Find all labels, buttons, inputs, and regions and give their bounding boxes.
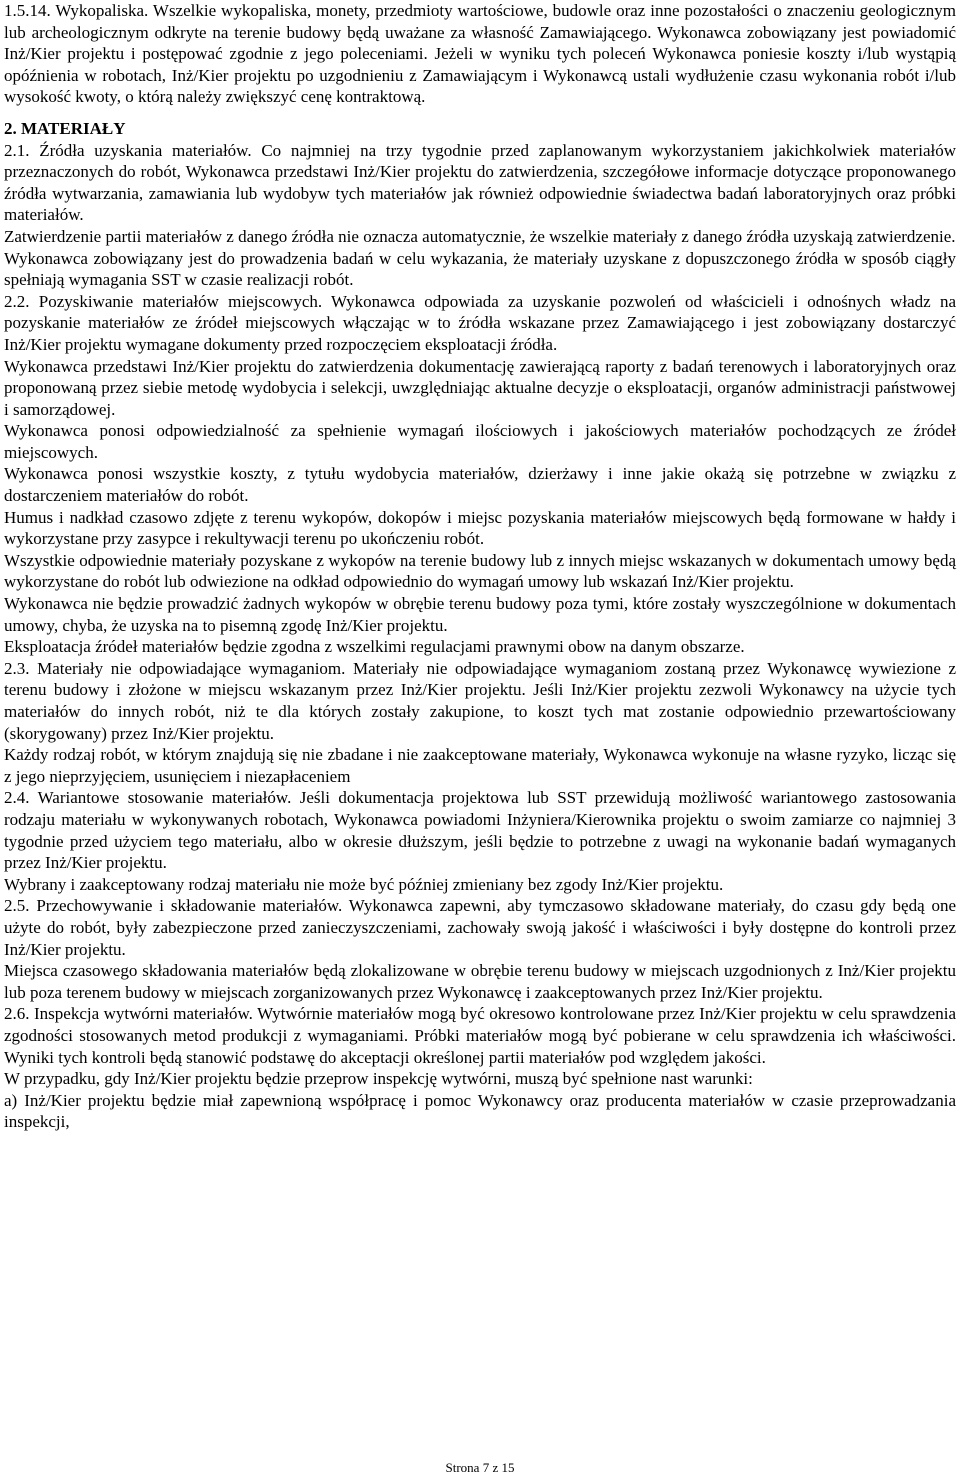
paragraph-dokumentacja-raporty: Wykonawca przedstawi Inż/Kier projektu do zatwierdzenia dokumentację zawierającą raporty z badań terenowych i laboratoryjnych oraz proponowaną przez siebie metodę wydobycia i selekcji, uwzględniając aktualne decyzje o eksploatacji, organów administracji państwowej i samorządowej.: [4, 356, 956, 419]
paragraph-miejsca-skladowania: Miejsca czasowego składowania materiałów będą zlokalizowane w obrębie terenu budowy w miejscach uzgodnionych z Inż/Kier projektu lub poza terenem budowy w miejscach zorganizowanych przez Wykonawcę i zaakceptowanych przez Inż/Kier projektu.: [4, 961, 956, 1002]
paragraph-prowadzenie-badan: Wykonawca zobowiązany jest do prowadzenia badań w celu wykazania, że materiały uzyskane z dopuszczonego źródła w sposób ciągły spełniają wymagania SST w czasie realizacji robót.: [4, 248, 956, 290]
paragraph-zakaz-wykopow: Wykonawca nie będzie prowadzić żadnych wykopów w obrębie terenu budowy poza tymi, które zostały wyszczególnione w dokumentach umowy, chyba, że uzyska na to pisemną zgodę Inż/Kier projektu.: [4, 594, 956, 635]
paragraph-odpowiedzialnosc: Wykonawca ponosi odpowiedzialność za spełnienie wymagań ilościowych i jakościowych materiałów pochodzących ze źródeł miejscowych.: [4, 421, 956, 462]
paragraph-wykopaliska: 1.5.14. Wykopaliska. Wszelkie wykopaliska, monety, przedmioty wartościowe, budowle oraz inne pozostałości o znaczeniu geologicznym lub archeologicznym odkryte na terenie budowy będą uważane za własność Zamawiającego. Wykonawca zobowiązany jest powiadomić Inż/Kier projektu i postępować zgodnie z jego poleceniami. Jeżeli w wyniku tych poleceń Wykonawca poniesie koszty i/lub wystąpią opóźnienia w robotach, Inż/Kier projektu po uzgodnieniu z Zamawiającym i Wykonawcą ustali wydłużenie czasu wykonania robót i/lub wysokość kwoty, o którą należy zwiększyć cenę kontraktową.: [4, 1, 956, 107]
paragraph-pozyskiwanie-miejscowych: 2.2. Pozyskiwanie materiałów miejscowych. Wykonawca odpowiada za uzyskanie pozwoleń od właścicieli i odnośnych władz na pozyskanie materiałów ze źródeł miejscowych włączając w to źródła wskazane przez Zamawiającego i jest zobowiązany dostarczyć Inż/Kier projektu wymagane dokumenty przed rozpoczęciem eksploatacji źródła.: [4, 291, 956, 354]
section-heading-materialy: 2. MATERIAŁY: [4, 118, 126, 138]
document-page: [4, 0, 956, 1133]
paragraph-materialy-nieodpowiadajace: 2.3. Materiały nie odpowiadające wymaganiom. Materiały nie odpowiadające wymaganiom zostaną przez Wykonawcę wywiezione z terenu budowy i złożone w miejscu wskazanym przez Inż/Kier projektu. Jeśli Inż/Kier projektu zezwoli Wykonawcy na użycie tych materiałów do innych robót, niż te dla których zostały zakupione, to koszt tych mat zostanie odpowiednio przewartościowany (skorygowany) przez Inż/Kier projektu.: [4, 658, 956, 743]
paragraph-wariantowe: 2.4. Wariantowe stosowanie materiałów. Jeśli dokumentacja projektowa lub SST przewidują możliwość wariantowego zastosowania rodzaju materiału w wykonywanych robotach, Wykonawca powiadomi Inżyniera/Kierownika projektu o swoim zamiarze co najmniej 3 tygodnie przed użyciem tego materiału, albo w okresie dłuższym, jeśli będzie to potrzebne z uwagi na wykonanie badań wymaganych przez Inż/Kier projektu.: [4, 788, 956, 873]
paragraph-warunek-a: a) Inż/Kier projektu będzie miał zapewnioną współpracę i pomoc Wykonawcy oraz producenta materiałów w czasie przeprowadzania inspekcji,: [4, 1090, 956, 1132]
paragraph-zatwierdzenie-partii: Zatwierdzenie partii materiałów z danego źródła nie oznacza automatycznie, że wszelkie materiały z danego źródła uzyskają zatwierdzenie.: [4, 226, 956, 246]
paragraph-zrodla-uzyskania: 2.1. Źródła uzyskania materiałów. Co najmniej na trzy tygodnie przed zaplanowanym wykorzystaniem jakichkolwiek materiałów przeznaczonych do robót, Wykonawca przedstawi Inż/Kier projektu do zatwierdzenia, szczegółowe informacje dotyczące proponowanego źródła wytwarzania, zamawiania lub wydobyw tych materiałów jak również odpowiednie świadectwa badań laboratoryjnych oraz próbki materiałów.: [4, 140, 956, 225]
paragraph-eksploatacja: Eksploatacja źródeł materiałów będzie zgodna z wszelkimi regulacjami prawnymi obow na danym obszarze.: [4, 637, 745, 657]
paragraph-inspekcja-wytworni: 2.6. Inspekcja wytwórni materiałów. Wytwórnie materiałów mogą być okresowo kontrolowane przez Inż/Kier projektu w celu sprawdzenia zgodności stosowanych metod produkcji z wymaganiami. Próbki materiałów mogą być pobierane w celu sprawdzenia ich właściwości. Wyniki tych kontroli będą stanowić podstawę do akceptacji określonej partii materiałów pod względem jakości.: [4, 1004, 956, 1067]
paragraph-warunki-inspekcji: W przypadku, gdy Inż/Kier projektu będzie przeprow inspekcję wytwórni, muszą być spełnione nast warunki:: [4, 1069, 753, 1089]
paragraph-materialy-z-wykopow: Wszystkie odpowiednie materiały pozyskane z wykopów na terenie budowy lub z innych miejsc wskazanych w dokumentach umowy będą wykorzystane do robót lub odwiezione na odkład odpowiednio do wymagań umowy lub wskazań Inż/Kier projektu.: [4, 550, 956, 592]
page-number-footer: Strona 7 z 15: [445, 1460, 515, 1475]
paragraph-humus: Humus i nadkład czasowo zdjęte z terenu wykopów, dokopów i miejsc pozyskania materiałów miejscowych będą formowane w hałdy i wykorzystane przy zasypce i rekultywacji terenu po ukończeniu robót.: [4, 507, 956, 549]
paragraph-przechowywanie: 2.5. Przechowywanie i składowanie materiałów. Wykonawca zapewni, aby tymczasowo składowane materiały, do czasu gdy będą one użyte do robót, były zabezpieczone przed zanieczyszczeniami, zachowały swoją jakość i właściwości i były dostępne do kontroli przez Inż/Kier projektu.: [4, 896, 956, 959]
paragraph-ryzyko: Każdy rodzaj robót, w którym znajdują się nie zbadane i nie zaakceptowane materiały, Wykonawca wykonuje na własne ryzyko, licząc się z jego nieprzyjęciem, usunięciem i niezapłaceniem: [4, 745, 956, 786]
paragraph-wybrany-rodzaj: Wybrany i zaakceptowany rodzaj materiału nie może być później zmieniany bez zgody Inż/Kier projektu.: [4, 874, 724, 894]
paragraph-koszty: Wykonawca ponosi wszystkie koszty, z tytułu wydobycia materiałów, dzierżawy i inne jakie okażą się potrzebne w związku z dostarczeniem materiałów do robót.: [4, 464, 956, 506]
